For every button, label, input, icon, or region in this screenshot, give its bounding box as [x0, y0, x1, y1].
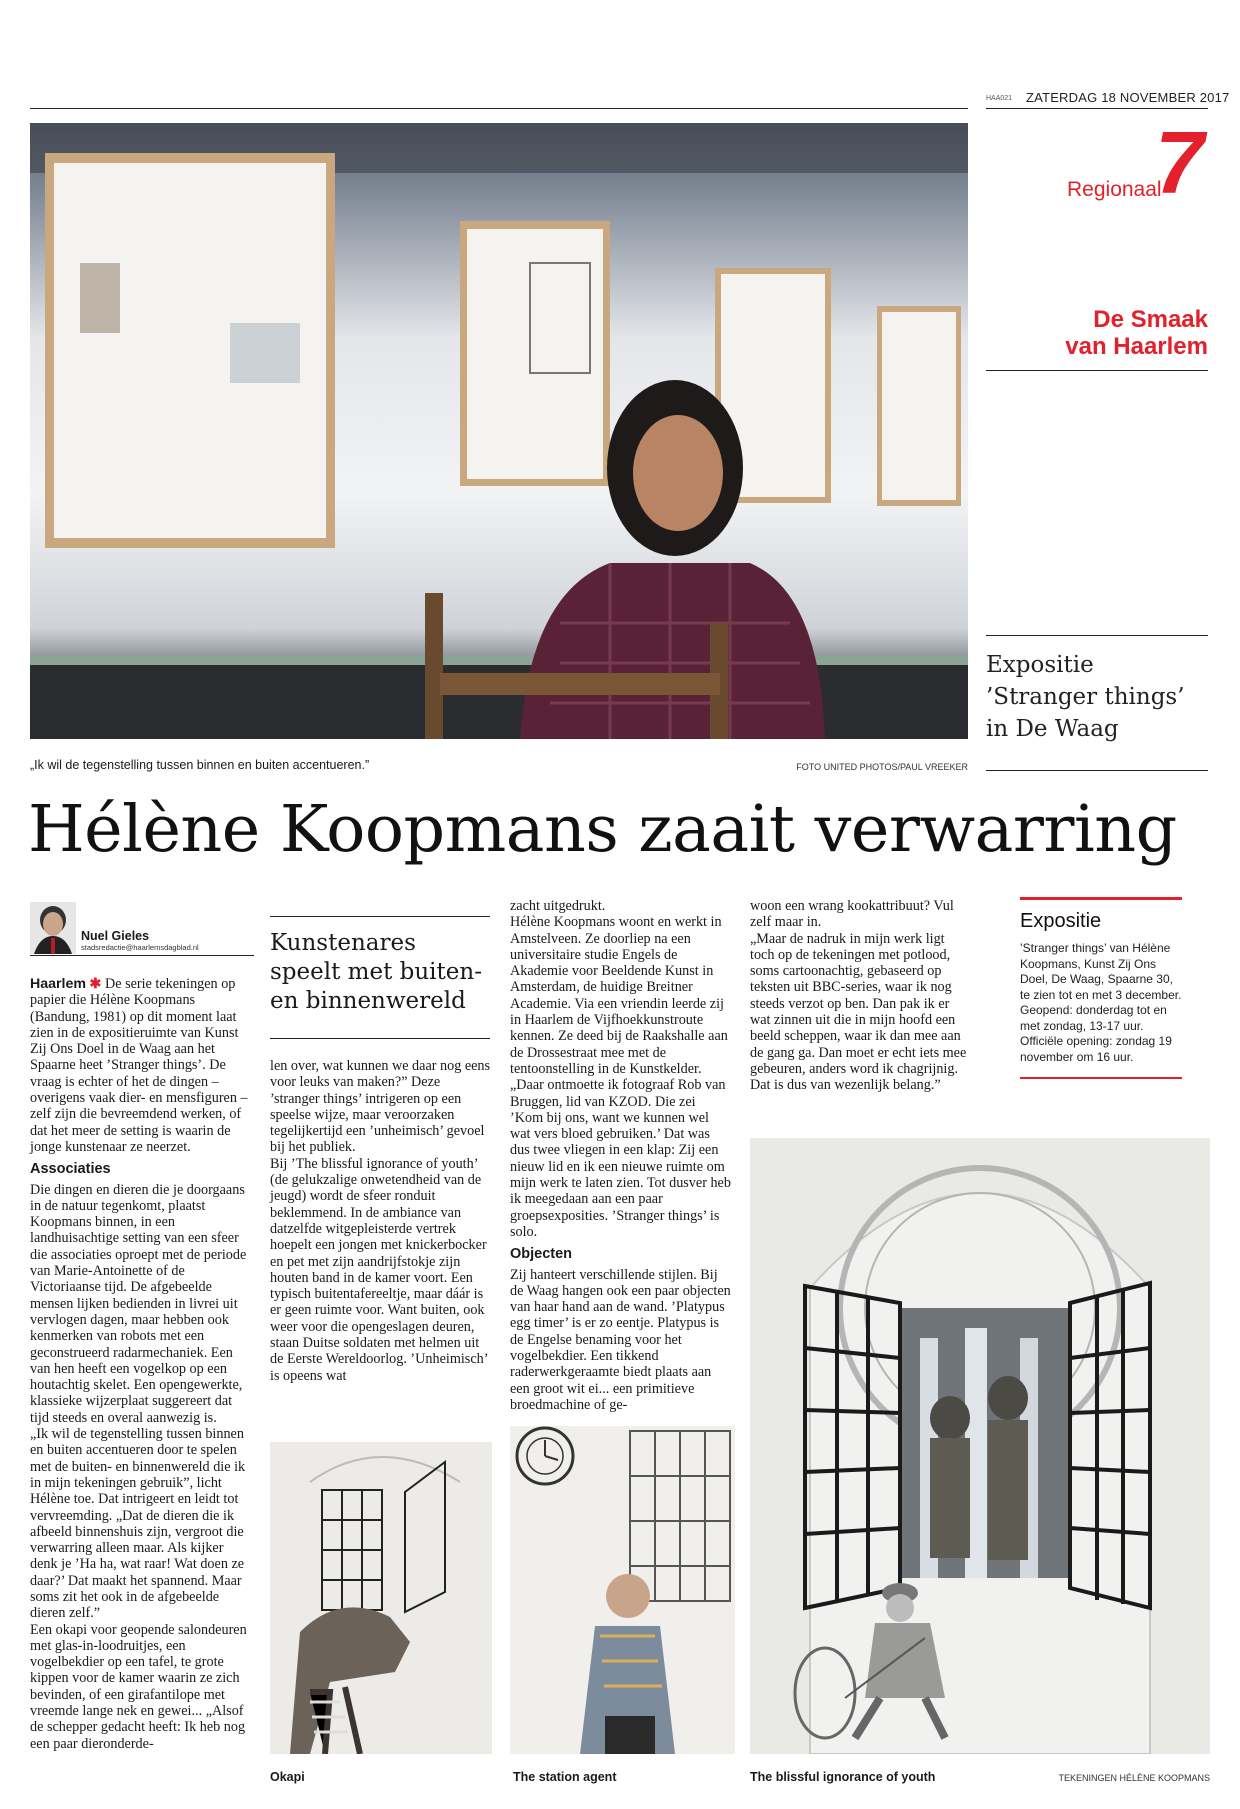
- col4-para-2: „Maar de nadruk in mijn werk ligt toch op de tekeningen met potlood, soms cartoonachtig, gebaseerd op teksten uit BBC-series, waar ik nog steeds verzot op ben. Dan pak ik er wat zinnen uit die in mijn hoofd een beeld scheppen, waar ik dan mee aan de gang ga. Dan moet er echt iets mee gebeuren, anders word ik chagrijnig. Dat is dus van wezenlijk belang.”: [750, 930, 967, 1094]
- byline-rule: [30, 955, 254, 956]
- page-date: ZATERDAG 18 NOVEMBER 2017: [1026, 90, 1230, 105]
- main-photo-scene: [30, 123, 968, 739]
- col1-para-1: De serie tekeningen op papier die Hélène Koopmans (Bandung, 1981) op dit moment laat zien in de expositieruimte van Kunst Zij Ons Doel in de Waag aan het Spaarne heet ’Stranger things’. De vraag is echter of het de dingen – overigens vaak dier- en mensfiguren – zelf zijn die bevreemdend werken, of dat het meer de setting is waarin de jonge kunstenaar ze neerzet.: [30, 976, 248, 1155]
- dateline-star-icon: ✱: [89, 976, 102, 992]
- artwork-blissful-ignorance: [750, 1138, 1210, 1754]
- subhead-rule-top: [270, 916, 490, 917]
- info-box-text: ’Stranger things’ van Hélène Koopmans, Kunst Zij Ons Doel, De Waag, Spaarne 30, te zien tot en met 3 december. Geopend: donderdag tot en met zondag, 13-17 uur. Officiële opening: zondag 19 november om 16 uur.: [1020, 941, 1182, 1064]
- framed-drawing-1: [45, 153, 335, 548]
- col2-para-1: len over, wat kunnen we daar nog eens voor leuks van maken?” Deze ’stranger things’ intrigeren op een speelse wijze, maar veroorzaken tegelijkertijd een ’unheimisch’ gevoel bij het publiek.: [270, 1058, 491, 1156]
- teaser-rule-top: [986, 635, 1208, 636]
- dateline: Haarlem: [30, 976, 86, 992]
- headline: Hélène Koopmans zaait verwarring: [28, 792, 1177, 867]
- framed-drawing-2: [460, 221, 610, 486]
- station-agent-drawing: [510, 1426, 735, 1754]
- artwork-okapi: [270, 1442, 492, 1754]
- article-column-2: [270, 1058, 492, 1384]
- top-rule-left: [30, 108, 968, 109]
- caption-station-agent: The station agent: [513, 1770, 617, 1784]
- col4-para-1: woon een wrang kookattribuut? Vul zelf maar in.: [750, 898, 954, 931]
- teaser-line-1: Expositie: [986, 652, 1094, 678]
- brand-line-1: De Smaak: [1093, 306, 1208, 333]
- subhead-line-2: speelt met buiten-: [270, 959, 482, 985]
- byline-name: Nuel Gieles: [81, 929, 150, 943]
- caption-blissful-ignorance: The blissful ignorance of youth: [750, 1770, 936, 1784]
- info-box-rule-bottom: [1020, 1077, 1182, 1079]
- col3-para-2: Hélène Koopmans woont en werkt in Amstelveen. Ze doorliep na een universitaire studie Engels de Akademie voor Beeldende Kunst in Amsterdam, de huidige Breitner Academie. Via een vriendin leerde zij in Haarlem de Vijfhoekkunstroute kennen. Ze deed bij de Raakshalle aan de Drossestraat mee met de tentoonstelling in de Kunstkelder. „Daar ontmoette ik fotograaf Rob van Bruggen, lid van KZOD. Die zei ’Kom bij ons, want we kunnen wel wat vers bloed gebruiken.’ Dat was dus twee vliegen in een klap: Zij een nieuw lid en ik een nieuwe ruimte om mijn werk te laten zien. Tot dusver heb ik meegedaan aan een paar groepsexposities. ’Stranger things’ is solo.: [510, 914, 731, 1240]
- artwork-station-agent: [510, 1426, 735, 1754]
- paper-code: HAA021: [986, 95, 1013, 102]
- brand-line-2: van Haarlem: [1065, 333, 1208, 360]
- info-box-title: Expositie: [1020, 910, 1102, 932]
- teaser-rule-bottom: [986, 770, 1208, 771]
- info-box-rule-top: [1020, 897, 1182, 900]
- photo-caption: „Ik wil de tegenstelling tussen binnen en buiten accentueren.”: [30, 758, 370, 772]
- subhead-line-3: en binnenwereld: [270, 988, 466, 1014]
- caption-okapi: Okapi: [270, 1770, 305, 1784]
- col3-subheading: Objecten: [510, 1246, 573, 1263]
- page-number: 7: [1155, 113, 1204, 212]
- framed-drawing-4: [877, 306, 961, 506]
- col1-para-3: „Ik wil de tegenstelling tussen binnen en buiten accentueren door te spelen met de buiten- en binnenwereld die ik in mijn tekeningen gebruik”, licht Hélène toe. Dat intrigeert en leidt tot vervreemding. „Dat de dieren die ik afbeeld binnenshuis zijn, vergroot die verwarring alleen maar. Als kijker denk je ’Ha ha, wat raar! Wat doen ze daar?’ Dat maakt het spannend. Maar soms zit het ook in de afgebeelde dieren zelf.”: [30, 1426, 246, 1622]
- col3-para-1: zacht uitgedrukt.: [510, 898, 606, 914]
- article-column-4: [750, 898, 972, 1094]
- subhead-rule-bottom: [270, 1038, 490, 1039]
- col1-para-2: Die dingen en dieren die je doorgaans in de natuur tegenkomt, plaatst Koopmans binnen, in een landhuisachtige setting van een sfeer die associaties oproept met de periode van Marie-Antoinette of de Victoriaanse tijd. De afgebeelde mensen lijken bedienden in livrei uit vervlogen dagen, maar hebben ook kenmerken van robots met een geconstrueerd radarmechaniek. Een van hen heeft een vogelkop op een houtachtig skelet. Een opengewerkte, klassieke wijzerplaat suggereert dat tijd steeds en overal aanwezig is.: [30, 1181, 247, 1426]
- artwork-credit: TEKENINGEN HÉLÈNE KOOPMANS: [1058, 1773, 1210, 1783]
- col1-subheading: Associaties: [30, 1161, 111, 1178]
- info-box: [1020, 897, 1182, 1079]
- article-column-3: [510, 898, 732, 1413]
- blissful-ignorance-drawing: [750, 1138, 1210, 1754]
- main-photo: [30, 123, 968, 739]
- top-rule-right: [986, 108, 1208, 109]
- photo-credit: FOTO UNITED PHOTOS/PAUL VREEKER: [796, 762, 968, 772]
- teaser-line-3: in De Waag: [986, 716, 1119, 742]
- teaser-line-2: ’Stranger things’: [986, 684, 1185, 710]
- subhead-line-1: Kunstenares: [270, 930, 416, 956]
- brand-rule: [986, 370, 1208, 371]
- byline-avatar: [30, 902, 76, 954]
- okapi-drawing: [270, 1442, 492, 1754]
- col1-para-4: Een okapi voor geopende salondeuren met glas-in-loodruitjes, een vogelbekdier op een tafel, te grote kippen voor de kamer waarin ze zich bevinden, of een girafantilope met vreemde lange nek en gewei... „Alsof de schepper gedacht heeft: Ik heb nog een paar dieronderde-: [30, 1621, 247, 1752]
- avatar-icon: [30, 902, 76, 954]
- window-scene: [900, 1308, 1070, 1578]
- section-label: Regionaal: [1067, 178, 1162, 201]
- byline-email: stadsredactie@haarlemsdagblad.nl: [81, 943, 199, 952]
- col2-para-2: Bij ’The blissful ignorance of youth’ (de gelukzalige onwetendheid van de jeugd) wordt de sfeer ronduit beklemmend. In de ambiance van datzelfde witgepleisterde vertrek hoepelt een jongen met knickerbocker en pet met zijn aandrijfstokje zijn houten band in de kamer voort. Een typisch buitentafereeltje, maar dáár is er geen ruimte voor. Want buiten, ook weer voor die opengeslagen deuren, staan Duitse soldaten met helmen uit de Eerste Wereldoorlog. ’Unheimisch’ is opeens wat: [270, 1155, 488, 1384]
- article-column-1: [30, 976, 254, 1752]
- col3-para-3: Zij hanteert verschillende stijlen. Bij de Waag hangen ook een paar objecten van haar hand aan de wand. ’Platypus egg timer’ is er zo eentje. Platypus is de Engelse benaming voor het vogelbekdier. Een tikkend raderwerkgeraamte biedt plaats aan een groot wit ei... een primitieve broedmachine of ge-: [510, 1266, 731, 1413]
